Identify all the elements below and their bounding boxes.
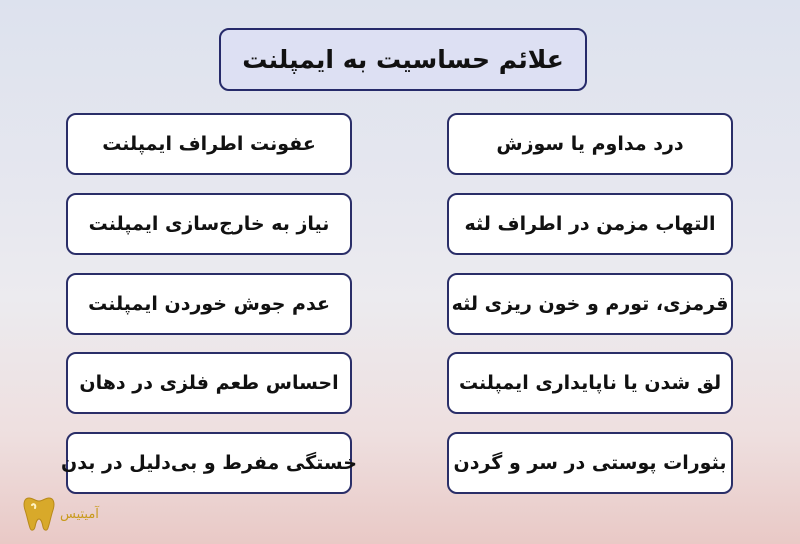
symptom-label: قرمزی، تورم و خون ریزی لثه (451, 293, 729, 315)
symptom-card-left-4 (66, 352, 352, 414)
symptom-label: التهاب مزمن در اطراف لثه (464, 213, 716, 235)
symptom-card-left-1 (66, 113, 352, 175)
symptom-card-right-1 (447, 113, 733, 175)
symptom-label: احساس طعم فلزی در دهان (79, 372, 339, 394)
tooth-icon (22, 495, 56, 533)
symptom-label: لق شدن یا ناپایداری ایمپلنت (458, 372, 722, 394)
symptom-label: خستگی مفرط و بی‌دلیل در بدن (61, 452, 357, 474)
brand-name: آمیتیس (60, 506, 99, 522)
symptom-card-right-4 (447, 352, 733, 414)
diagram-title: علائم حساسیت به ایمپلنت (242, 45, 564, 74)
symptom-card-left-5 (61, 432, 357, 494)
symptom-label: عفونت اطراف ایمپلنت (102, 133, 316, 155)
symptom-label: بثورات پوستی در سر و گردن (453, 452, 727, 474)
symptom-card-right-5 (447, 432, 733, 494)
symptom-label: نیاز به خارج‌سازی ایمپلنت (88, 213, 330, 235)
symptom-label: درد مداوم یا سوزش (496, 133, 684, 155)
brand-logo (22, 494, 142, 534)
symptom-card-right-3 (447, 273, 733, 335)
symptom-card-left-3 (66, 273, 352, 335)
symptom-label: عدم جوش خوردن ایمپلنت (88, 293, 330, 315)
title-box (219, 28, 587, 91)
symptom-card-left-2 (66, 193, 352, 255)
symptom-card-right-2 (447, 193, 733, 255)
